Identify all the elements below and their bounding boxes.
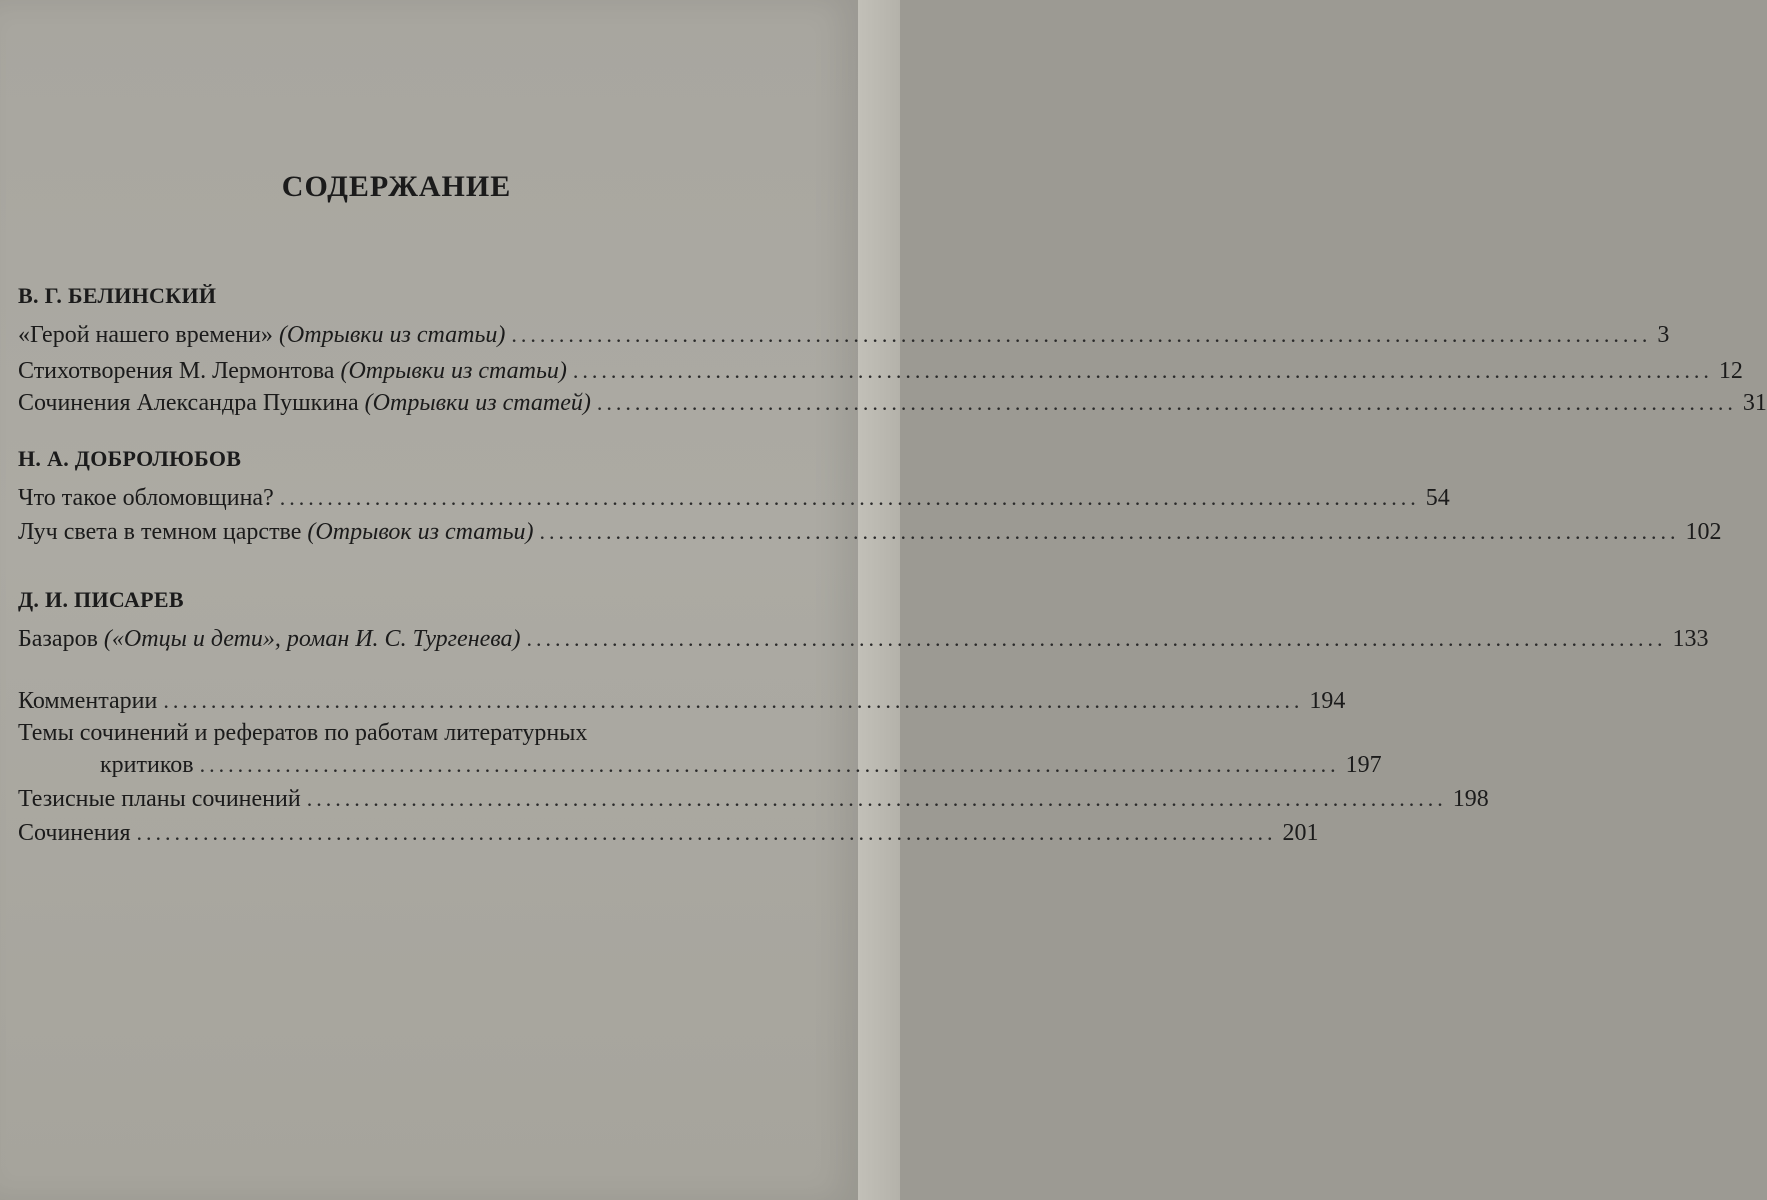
entry-page: 133 — [1672, 626, 1709, 652]
author-pisarev: Д. И. ПИСАРЕВ — [18, 587, 184, 612]
entry-title: Сочинения — [18, 820, 131, 846]
dot-leader: ........................................................................................................................ — [526, 626, 1667, 651]
entry-title: Комментарии — [18, 688, 158, 714]
entry-note: (Отрывки из статей) — [364, 390, 591, 416]
dot-leader: ........................................................................................................................ — [596, 390, 1737, 415]
entry-title: Что такое обломовщина? — [18, 485, 274, 511]
toc-entry[interactable] — [18, 483, 1450, 513]
toc-entry-line2[interactable] — [100, 750, 1382, 780]
page-edge — [858, 0, 900, 1200]
toc-entry[interactable] — [18, 624, 1709, 654]
entry-note: (Отрывок из статьи) — [307, 519, 534, 545]
toc-entry[interactable] — [18, 388, 1767, 418]
dot-leader: ........................................................................................................................ — [306, 786, 1447, 811]
dot-leader: ........................................................................................................................ — [539, 519, 1680, 544]
toc-entry[interactable] — [18, 356, 1743, 386]
dot-leader: ........................................................................................................................ — [136, 820, 1277, 845]
dot-leader: ........................................................................................................................ — [572, 358, 1713, 383]
entry-note: («Отцы и дети», роман И. С. Тургенева) — [103, 626, 521, 652]
entry-title: Темы сочинений и рефератов по работам литературных — [18, 720, 588, 746]
toc-entry[interactable] — [18, 686, 1346, 716]
entry-title: Базаров — [18, 626, 98, 652]
toc-entry[interactable] — [18, 784, 1489, 814]
entry-page: 197 — [1345, 752, 1382, 778]
entry-page: 194 — [1309, 688, 1346, 714]
toc-entry[interactable] — [18, 320, 1670, 350]
entry-title: Сочинения Александра Пушкина — [18, 390, 359, 416]
entry-page: 31 — [1742, 390, 1767, 416]
entry-title: «Герой нашего времени» — [18, 322, 273, 348]
entry-page: 54 — [1425, 485, 1450, 511]
toc-entry-line1[interactable] — [18, 718, 770, 748]
entry-page: 201 — [1282, 820, 1319, 846]
dot-leader: ........................................................................................................................ — [511, 322, 1652, 347]
dot-leader: ........................................................................................................................ — [279, 485, 1420, 510]
toc-entry[interactable] — [18, 818, 1319, 848]
contents-heading: СОДЕРЖАНИЕ — [281, 170, 512, 203]
entry-note: (Отрывки из статьи) — [340, 358, 567, 384]
entry-note: (Отрывки из статьи) — [278, 322, 506, 348]
entry-title: Тезисные планы сочинений — [18, 786, 301, 812]
entry-title-cont: критиков — [100, 752, 194, 778]
author-dobrolyubov: Н. А. ДОБРОЛЮБОВ — [18, 446, 242, 471]
toc-entry[interactable] — [18, 517, 1722, 547]
dot-leader: ........................................................................................................................ — [199, 752, 1340, 777]
dot-leader: ........................................................................................................................ — [163, 688, 1304, 713]
entry-page: 102 — [1685, 519, 1722, 545]
entry-title: Луч света в темном царстве — [18, 519, 302, 545]
author-belinsky: В. Г. БЕЛИНСКИЙ — [18, 283, 217, 308]
entry-page: 3 — [1657, 322, 1670, 348]
entry-page: 12 — [1718, 358, 1743, 384]
entry-page: 198 — [1452, 786, 1489, 812]
entry-title: Стихотворения М. Лермонтова — [18, 358, 335, 384]
